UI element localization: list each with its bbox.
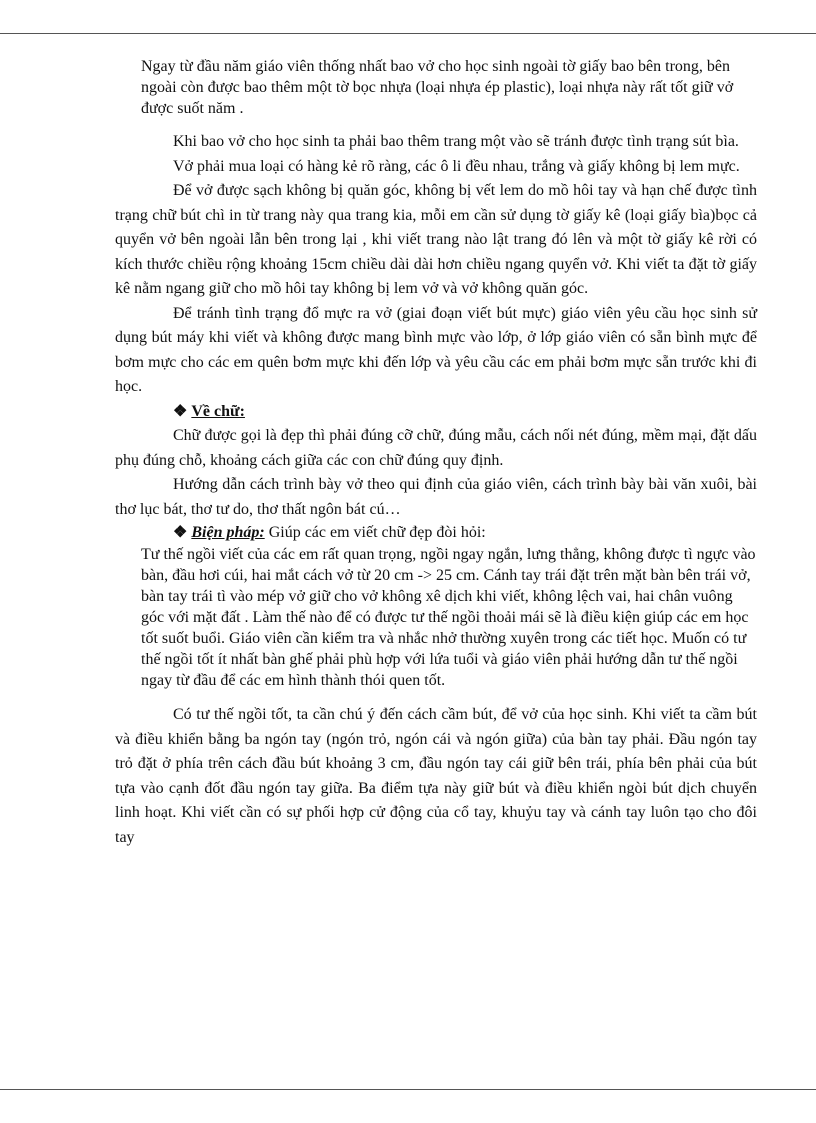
header-rule	[0, 33, 816, 34]
paragraph-mua-vo: Vở phải mua loại có hàng kẻ rõ ràng, các ô li đều nhau, trắng và giấy không bị lem mực.	[173, 157, 740, 175]
heading-ve-chu	[173, 400, 757, 425]
footer-rule	[0, 1089, 816, 1090]
paragraph-muc: Để tránh tình trạng đổ mực ra vở (giai đoạn viết bút mực) giáo viên yêu cầu học sinh sử dụng bút máy khi viết và không được mang bình mực vào lớp, ở lớp giáo viên có sẵn bình mực để bơm mực cho các em quên bơm mực khi đến lớp và yêu cầu các em phải bơm mực sẵn trước khi đi học.	[115, 304, 757, 395]
document-page	[115, 56, 757, 850]
bien-phap-label: Biện pháp:	[191, 524, 265, 541]
paragraph-tu-the-ngoi: Tư thế ngồi viết của các em rất quan trọng, ngồi ngay ngắn, lưng thẳng, không được tì ngực vào bàn, đầu hơi cúi, hai mắt cách vở từ 20 cm -> 25 cm. Cánh tay trái đặt trên mặt bàn bên trái vở, bàn tay trái tì vào mép vở giữ cho vở không xê dịch khi viết, không lệch vai, hai chân vuông góc với mặt đất . Làm thế nào để có được tư thế ngồi thoải mái sẽ là điều kiện giúp các em học tốt suốt buổi. Giáo viên cần kiểm tra và nhắc nhở thường xuyên trong các tiết học. Muốn có tư thế ngồi tốt ít nhất bàn ghế phải phù hợp với lứa tuổi và giáo viên phải hướng dẫn tư thế ngồi ngay từ đầu để các em hình thành thói quen tốt.	[141, 546, 756, 689]
paragraph-trinh-bay: Hướng dẫn cách trình bày vở theo qui định của giáo viên, cách trình bày bài văn xuôi, bài thơ lục bát, thơ tư do, thơ thất ngôn bát cú…	[115, 476, 757, 518]
paragraph-giay-ke: Để vở được sạch không bị quăn góc, không bị vết lem do mồ hôi tay và hạn chế được tình trạng chữ bút chì in từ trang này qua trang kia, mỗi em cần sử dụng tờ giấy kê (loại giấy bìa)bọc cả quyển vở bên ngoài lẫn bên trong lại , khi viết trang nào lật trang đó lên và một tờ giấy kê rời có kích thước chiều rộng khoảng 15cm chiều dài dài hơn chiều ngang quyển vở. Khi viết ta đặt tờ giấy kê nằm ngang giữ cho mồ hôi tay không bị lem vở và vở không quăn góc.	[115, 182, 757, 297]
paragraph-trang-mot: Khi bao vở cho học sinh ta phải bao thêm trang một vào sẽ tránh được tình trạng sút bìa.	[173, 133, 739, 150]
diamond-bullet-icon: ❖	[173, 402, 188, 420]
heading-ve-chu-label: Về chữ:	[191, 402, 245, 420]
paragraph-chu-dep: Chữ được gọi là đẹp thì phải đúng cỡ chữ, đúng mẫu, cách nối nét đúng, mềm mại, đặt dấu phụ đúng chỗ, khoảng cách giữa các con chữ đúng quy định.	[115, 427, 757, 469]
diamond-bullet-icon: ❖	[173, 524, 188, 541]
paragraph-bao-vo: Ngay từ đầu năm giáo viên thống nhất bao vở cho học sinh ngoài tờ giấy bao bên trong, bên ngoài còn được bao thêm một tờ bọc nhựa (loại nhựa ép plastic), loại nhựa này rất tốt giữ vở được suốt năm .	[141, 58, 734, 117]
paragraph-cam-but: Có tư thế ngồi tốt, ta cần chú ý đến cách cầm bút, để vở của học sinh. Khi viết ta cầm bút và điều khiển bằng ba ngón tay (ngón trỏ, ngón cái và ngón giữa) của bàn tay phải. Đầu ngón tay trỏ đặt ở phía trên cách đầu bút khoảng 3 cm, đầu ngón tay cái giữ bên trái, phía bên phải của bút tựa vào cạnh đốt đầu ngón tay giữa. Ba điểm tựa này giữ bút và điều khiển ngòi bút dịch chuyển linh hoạt. Khi viết cần có sự phối hợp cử động của cổ tay, khuỷu tay và cánh tay luôn tạo cho đôi tay	[115, 706, 757, 846]
heading-bien-phap	[173, 522, 757, 544]
bien-phap-text: Giúp các em viết chữ đẹp đòi hỏi:	[264, 524, 486, 541]
